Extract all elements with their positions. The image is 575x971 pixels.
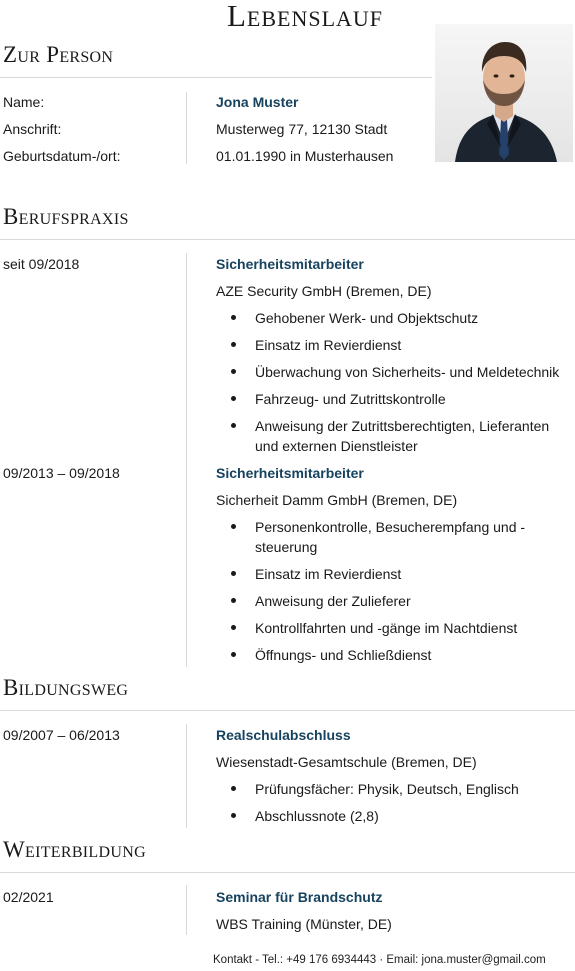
job-title: Sicherheitsmitarbeiter	[216, 256, 364, 272]
column-divider	[186, 724, 187, 828]
list-item: Gehobener Werk- und Objektschutz	[255, 310, 479, 326]
list-item: Anweisung der Zutrittsberechtigten, Lieferanten und externen Dienstleister	[255, 418, 550, 454]
training-provider: WBS Training (Münster, DE)	[216, 916, 392, 932]
column-divider	[186, 92, 187, 164]
bullet-icon	[231, 598, 236, 603]
list-item: Prüfungsfächer: Physik, Deutsch, Englisch	[255, 781, 519, 797]
list-item: Kontrollfahrten und -gänge im Nachtdienst	[255, 620, 518, 636]
list-item: Fahrzeug- und Zutrittskontrolle	[255, 391, 446, 407]
bullet-icon	[231, 396, 236, 401]
list-item: Einsatz im Revierdienst	[255, 566, 402, 582]
name-label: Name:	[3, 94, 45, 110]
education-degree: Realschulabschluss	[216, 727, 351, 743]
list-item: Einsatz im Revierdienst	[255, 337, 402, 353]
name-value: Jona Muster	[216, 94, 299, 110]
birth-label: Geburtsdatum-/ort:	[3, 148, 121, 164]
page-title: Lebenslauf	[226, 0, 384, 33]
list-item: Überwachung von Sicherheits- und Meldetechnik	[255, 364, 560, 380]
bullet-icon	[231, 342, 236, 347]
birth-value: 01.01.1990 in Musterhausen	[216, 148, 394, 164]
training-period: 02/2021	[3, 889, 54, 905]
bullet-icon	[231, 786, 236, 791]
address-label: Anschrift:	[3, 121, 62, 137]
bullet-icon	[231, 369, 236, 374]
training-course: Seminar für Brandschutz	[216, 889, 383, 905]
job-period: 09/2013 – 09/2018	[3, 465, 120, 481]
bullet-icon	[231, 423, 236, 428]
job-company: Sicherheit Damm GmbH (Bremen, DE)	[216, 492, 458, 508]
list-item: Anweisung der Zulieferer	[255, 593, 411, 609]
bullet-icon	[231, 524, 236, 529]
job-period: seit 09/2018	[3, 256, 80, 272]
bullet-icon	[231, 315, 236, 320]
bullet-icon	[231, 813, 236, 818]
section-heading-experience: Berufspraxis	[3, 204, 129, 229]
section-divider	[0, 872, 575, 873]
section-divider	[0, 77, 432, 78]
bullet-icon	[231, 652, 236, 657]
education-period: 09/2007 – 06/2013	[3, 727, 120, 743]
list-item: Öffnungs- und Schließdienst	[255, 647, 432, 663]
column-divider	[186, 885, 187, 935]
section-divider	[0, 710, 575, 711]
bullet-icon	[231, 571, 236, 576]
section-heading-training: Weiterbildung	[3, 837, 146, 862]
bullet-icon	[231, 625, 236, 630]
address-value: Musterweg 77, 12130 Stadt	[216, 121, 388, 137]
column-divider	[186, 253, 187, 667]
portrait-photo	[435, 24, 573, 162]
list-item: Abschlussnote (2,8)	[255, 808, 379, 824]
section-heading-personal: Zur Person	[3, 42, 114, 67]
section-divider	[0, 239, 575, 240]
job-company: AZE Security GmbH (Bremen, DE)	[216, 283, 432, 299]
education-school: Wiesenstadt-Gesamtschule (Bremen, DE)	[216, 754, 477, 770]
contact-footer: Kontakt - Tel.: +49 176 6934443 · Email: jona.muster@gmail.com	[213, 954, 546, 966]
job-title: Sicherheitsmitarbeiter	[216, 465, 364, 481]
list-item: Personenkontrolle, Besucherempfang und -steuerung	[255, 519, 526, 555]
section-heading-education: Bildungsweg	[3, 675, 129, 700]
